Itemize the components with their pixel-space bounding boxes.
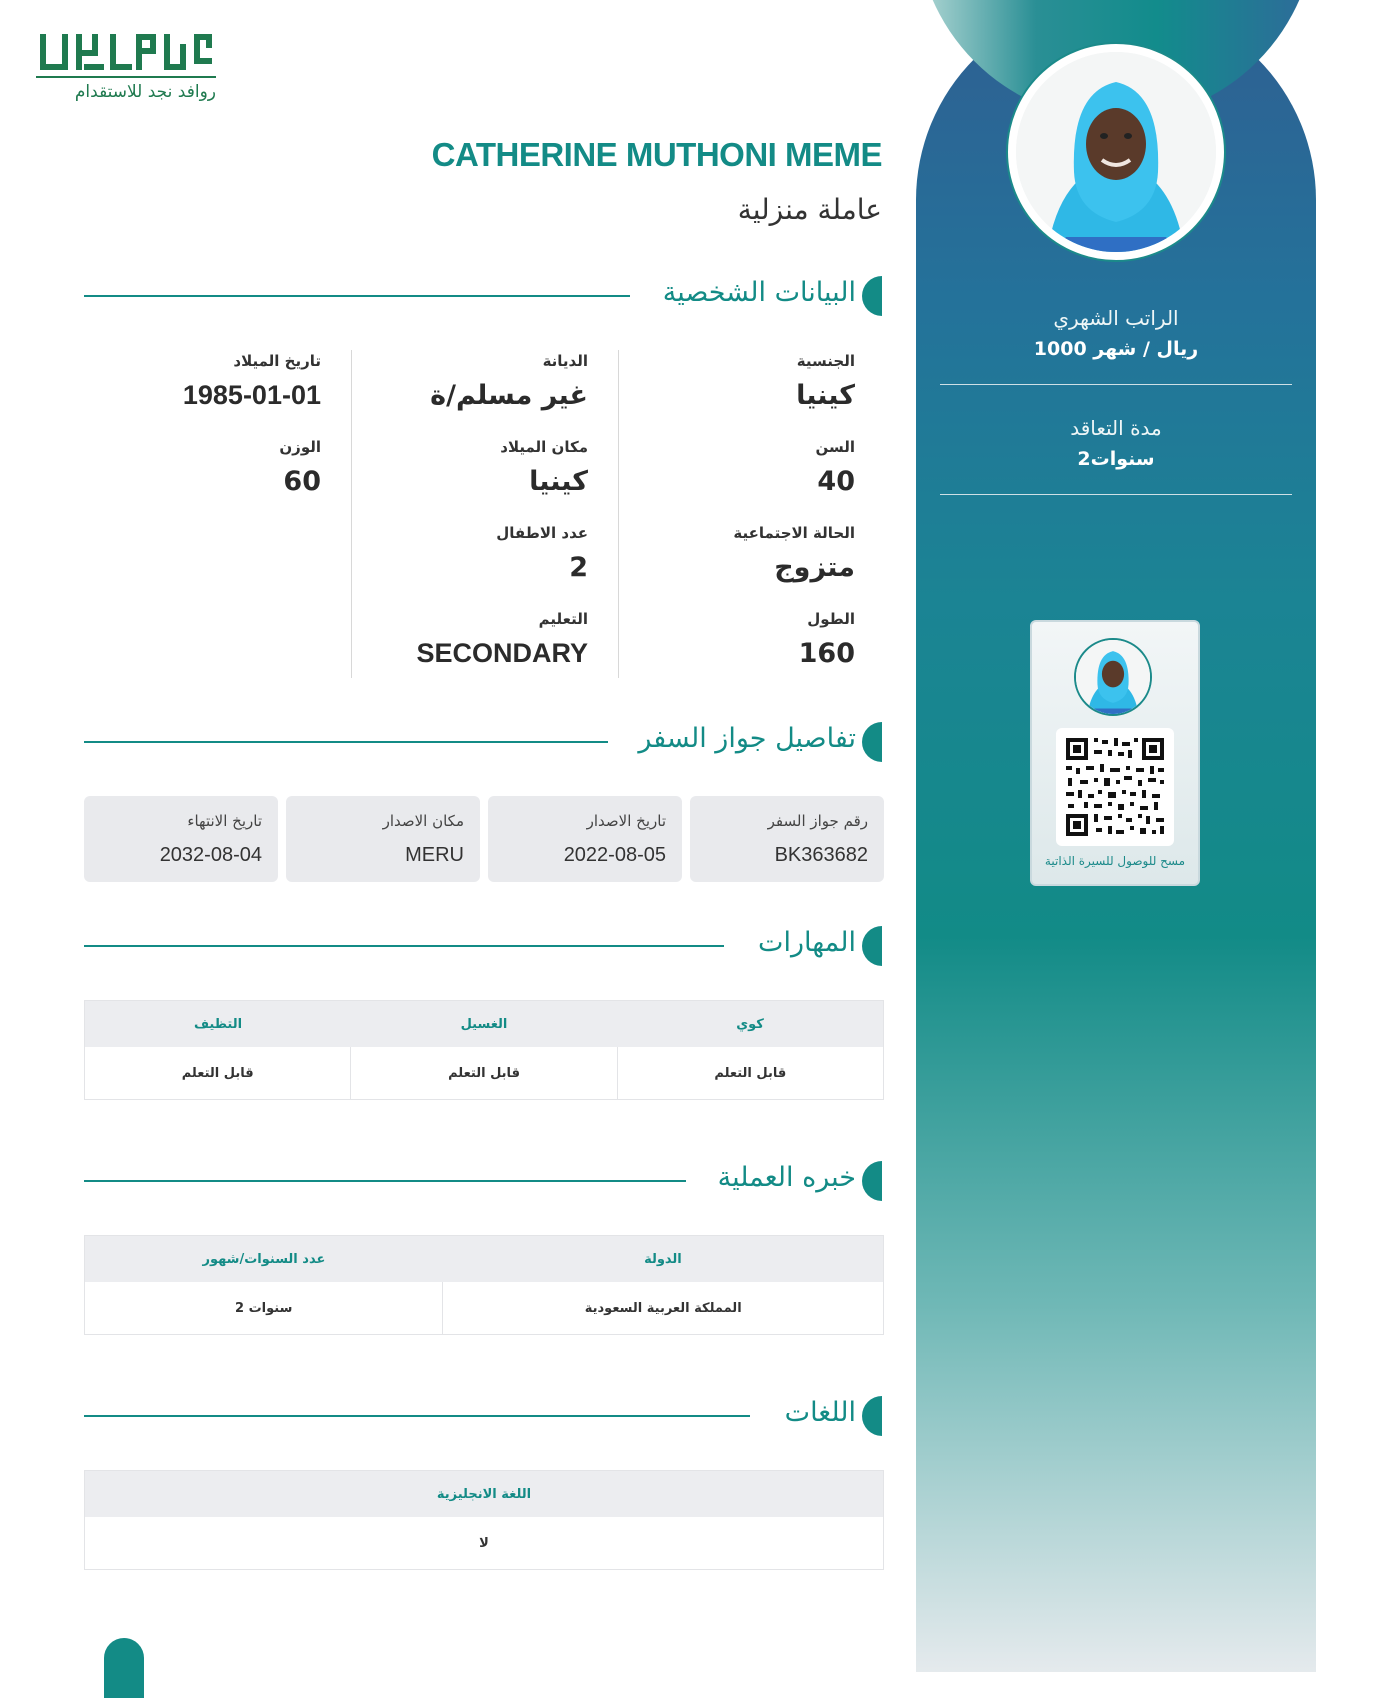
- section-marker: [862, 276, 882, 316]
- issue-place-card: [286, 796, 480, 882]
- passport-number-card: [690, 796, 884, 882]
- table-cell: قابل التعلم: [617, 1047, 883, 1099]
- expiry-date-value: 2032-08-04: [159, 844, 262, 866]
- passport-number-value: BK363682: [774, 844, 868, 866]
- section-line: [84, 945, 724, 947]
- company-tagline: روافد نجد للاستقدام: [74, 82, 216, 102]
- section-marker: [862, 722, 882, 762]
- religion-value: غير مسلم/ة: [430, 380, 588, 411]
- qr-caption: مسح للوصول للسيرة الذاتية: [1044, 854, 1186, 868]
- section-title-personal: البيانات الشخصية: [662, 277, 856, 308]
- table-cell: المملكة العربية السعودية: [442, 1282, 883, 1334]
- age-value: 40: [817, 466, 855, 497]
- candidate-name: CATHERINE MUTHONI MEME: [431, 136, 882, 173]
- birth-place-label: مكان الميلاد: [500, 438, 588, 456]
- section-title-skills: المهارات: [758, 927, 856, 958]
- section-marker: [862, 1161, 882, 1201]
- marital-value: متزوج: [774, 552, 855, 583]
- issue-date-card: [488, 796, 682, 882]
- table-header-cell: عدد السنوات/شهور: [202, 1251, 326, 1267]
- children-value: 2: [569, 552, 588, 583]
- qr-profile-photo: [1074, 638, 1152, 716]
- nationality-label: الجنسية: [796, 352, 855, 370]
- birth-place-value: كينيا: [529, 466, 588, 497]
- section-title-experience: خبره العملية: [717, 1162, 856, 1193]
- profile-photo: [1016, 52, 1216, 252]
- height-value: 160: [798, 638, 855, 669]
- table-header-row: [85, 1236, 883, 1282]
- table-cell: 2 سنوات: [235, 1300, 293, 1316]
- sidebar-divider: [940, 384, 1292, 385]
- table-header-cell: الغسيل: [460, 1016, 508, 1032]
- issue-place-label: مكان الاصدار: [382, 812, 464, 830]
- table-row: [85, 1517, 883, 1569]
- table-cell: قابل التعلم: [181, 1065, 254, 1081]
- salary-label: الراتب الشهري: [1053, 306, 1179, 330]
- birth-date-value: 1985-01-01: [182, 380, 321, 410]
- table-header-cell: اللغة الانجليزية: [436, 1486, 532, 1502]
- expiry-date-label: تاريخ الانتهاء: [187, 812, 262, 830]
- children-label: عدد الاطفال: [496, 524, 588, 542]
- salary-value: 1000 ريال / شهر: [1033, 338, 1199, 360]
- table-cell: لا: [479, 1535, 489, 1551]
- table-header-cell: الدولة: [644, 1251, 682, 1267]
- issue-date-label: تاريخ الاصدار: [586, 812, 666, 830]
- section-marker: [862, 1396, 882, 1436]
- decorative-tab: [104, 1638, 144, 1698]
- section-line: [84, 1180, 686, 1182]
- birth-date-label: تاريخ الميلاد: [233, 352, 321, 370]
- table-row: [85, 1282, 883, 1334]
- table-row: [85, 1047, 883, 1099]
- weight-value: 60: [283, 466, 321, 497]
- skills-table: [84, 1000, 884, 1100]
- table-header-row: [85, 1471, 883, 1517]
- education-label: التعليم: [538, 610, 588, 628]
- expiry-date-card: [84, 796, 278, 882]
- marital-label: الحالة الاجتماعية: [733, 524, 855, 542]
- passport-number-label: رقم جواز السفر: [767, 812, 868, 830]
- religion-label: الديانة: [542, 352, 588, 370]
- table-header-row: [85, 1001, 883, 1047]
- sidebar-divider: [940, 494, 1292, 495]
- nationality-value: كينيا: [796, 380, 855, 411]
- section-line: [84, 295, 630, 297]
- table-header-cell: كوي: [736, 1016, 764, 1032]
- age-label: السن: [815, 438, 855, 456]
- section-line: [84, 1415, 750, 1417]
- table-cell: قابل التعلم: [350, 1047, 616, 1099]
- job-title: عاملة منزلية: [737, 193, 882, 226]
- contract-label: مدة التعاقد: [1070, 416, 1162, 440]
- languages-table: [84, 1470, 884, 1570]
- section-title-languages: اللغات: [784, 1397, 856, 1428]
- education-value: SECONDARY: [416, 638, 588, 668]
- issue-date-value: 2022-08-05: [563, 844, 666, 866]
- section-marker: [862, 926, 882, 966]
- issue-place-value: MERU: [405, 844, 464, 866]
- height-label: الطول: [807, 610, 855, 628]
- experience-table: [84, 1235, 884, 1335]
- contract-value: 2سنوات: [1077, 448, 1155, 470]
- weight-label: الوزن: [279, 438, 321, 456]
- qr-code[interactable]: [1056, 728, 1174, 846]
- table-header-cell: التظيف: [193, 1016, 243, 1032]
- section-line: [84, 741, 608, 743]
- section-title-passport: تفاصيل جواز السفر: [638, 723, 856, 754]
